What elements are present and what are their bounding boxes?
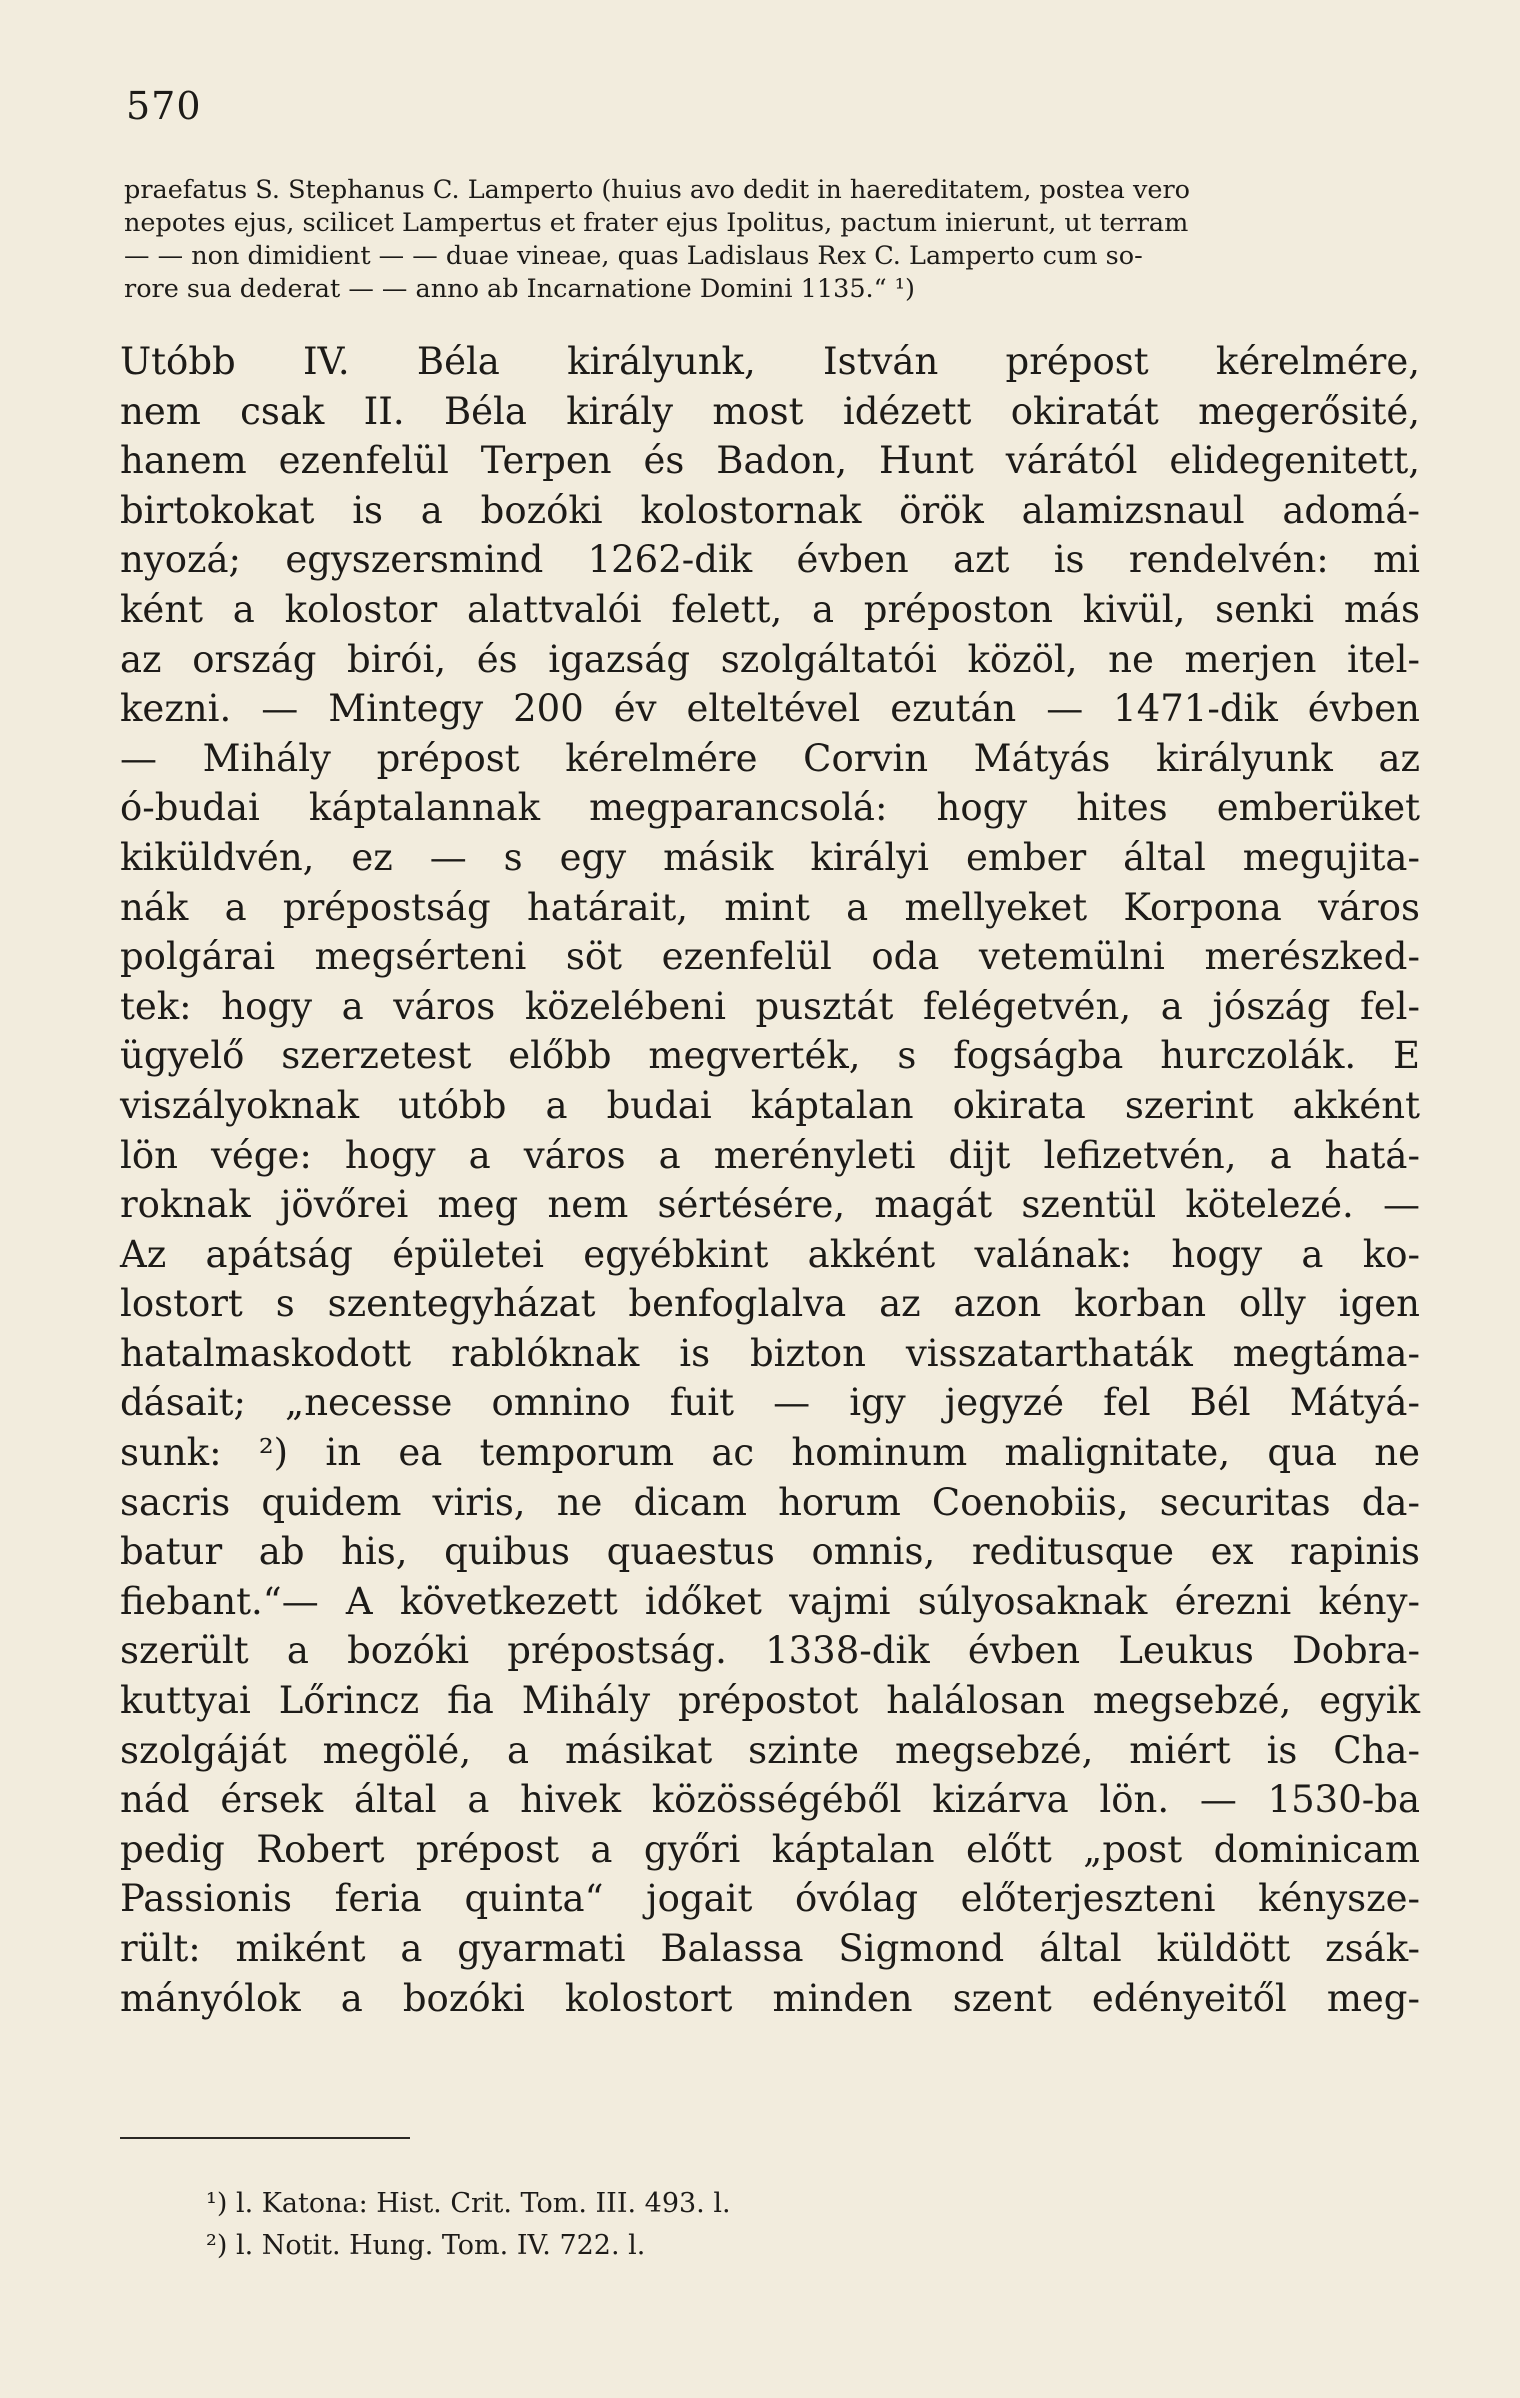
body-line: nád érsek által a hivek közösségéből kizárva lön. — 1530-ba (120, 1778, 1420, 1822)
body-line: az ország birói, és igazság szolgáltatói közöl, ne merjen itel- (120, 637, 1420, 681)
body-line: Utóbb IV. Béla királyunk, István prépost kérelmére, (120, 340, 1420, 383)
body-line: viszályoknak utóbb a budai káptalan okirata szerint akként (120, 1083, 1420, 1127)
citation-line: rore sua dederat — — anno ab Incarnatione Domini 1135.“ ¹) (124, 274, 915, 304)
body-line: nák a prépostság határait, mint a mellyeket Korpona város (120, 885, 1420, 929)
body-line: kezni. — Mintegy 200 év elteltével ezután — 1471-dik évben (120, 687, 1420, 731)
citation-line: praefatus S. Stephanus C. Lamperto (huius avo dedit in haereditatem, postea vero (124, 175, 1190, 205)
footnotes-block (206, 2183, 731, 2267)
body-line: batur ab his, quibus quaestus omnis, reditusque ex rapinis (120, 1530, 1420, 1574)
body-line: lön vége: hogy a város a merényleti dijt lefizetvén, a hatá- (120, 1133, 1420, 1177)
body-line: Az apátság épületei egyébkint akként valának: hogy a ko- (120, 1232, 1420, 1276)
body-line: mányólok a bozóki kolostort minden szent edényeitől meg- (120, 1976, 1420, 2020)
body-line: kiküldvén, ez — s egy másik királyi ember által megujita- (120, 835, 1420, 879)
body-line: birtokokat is a bozóki kolostornak örök alamizsnaul adomá- (120, 488, 1420, 532)
body-line: polgárai megsérteni söt ezenfelül oda vetemülni merészked- (120, 935, 1420, 979)
page-number: 570 (126, 84, 202, 128)
body-line: lostort s szentegyházat benfoglalva az azon korban olly igen (120, 1282, 1420, 1326)
body-line: ügyelő szerzetest előbb megverték, s fogságba hurczolák. E (120, 1034, 1420, 1078)
main-text-block (120, 337, 1420, 2023)
body-line: pedig Robert prépost a győri káptalan előtt „post dominicam (120, 1827, 1420, 1871)
footnote-divider (120, 2137, 410, 2139)
body-line: szerült a bozóki prépostság. 1338-dik évben Leukus Dobra- (120, 1629, 1420, 1673)
body-line: — Mihály prépost kérelmére Corvin Mátyás királyunk az (120, 736, 1420, 780)
body-line: kuttyai Lőrincz fia Mihály prépostot halálosan megsebzé, egyik (120, 1679, 1420, 1723)
body-line: ként a kolostor alattvalói felett, a préposton kivül, senki más (120, 587, 1420, 631)
body-line: hanem ezenfelül Terpen és Badon, Hunt várától elidegenitett, (120, 439, 1420, 483)
citation-line: nepotes ejus, scilicet Lampertus et frater ejus Ipolitus, pactum inierunt, ut terram (124, 208, 1189, 238)
body-line: dásait; „necesse omnino fuit — igy jegyzé fel Bél Mátyá- (120, 1381, 1420, 1425)
body-line: szolgáját megölé, a másikat szinte megsebzé, miért is Cha- (120, 1728, 1420, 1772)
body-line: ó-budai káptalannak megparancsolá: hogy hites emberüket (120, 786, 1420, 830)
body-line: sacris quidem viris, ne dicam horum Coenobiis, securitas da- (120, 1480, 1420, 1524)
body-line: hatalmaskodott rablóknak is bizton visszatarthaták megtáma- (120, 1331, 1420, 1375)
citation-line: — — non dimidient — — duae vineae, quas Ladislaus Rex C. Lamperto cum so- (124, 241, 1143, 271)
footnote-1: ¹) l. Katona: Hist. Crit. Tom. III. 493. l. (206, 2188, 731, 2219)
body-line: nyozá; egyszersmind 1262-dik évben azt is rendelvén: mi (120, 538, 1420, 582)
body-line: Passionis feria quinta“ jogait óvólag előterjeszteni kénysze- (120, 1877, 1420, 1921)
body-line: nem csak II. Béla király most idézett okiratát megerősité, (120, 389, 1420, 433)
latin-citation-block (124, 174, 1419, 306)
body-line: roknak jövőrei meg nem sértésére, magát szentül kötelezé. — (120, 1183, 1420, 1227)
body-line: sunk: ²) in ea temporum ac hominum malignitate, qua ne (120, 1431, 1420, 1475)
body-line: rült: miként a gyarmati Balassa Sigmond által küldött zsák- (120, 1927, 1420, 1970)
body-line: tek: hogy a város közelébeni pusztát felégetvén, a jószág fel- (120, 984, 1420, 1028)
body-line: fiebant.“— A következett időket vajmi súlyosaknak érezni kény- (120, 1579, 1420, 1623)
footnote-2: ²) l. Notit. Hung. Tom. IV. 722. l. (206, 2230, 646, 2261)
